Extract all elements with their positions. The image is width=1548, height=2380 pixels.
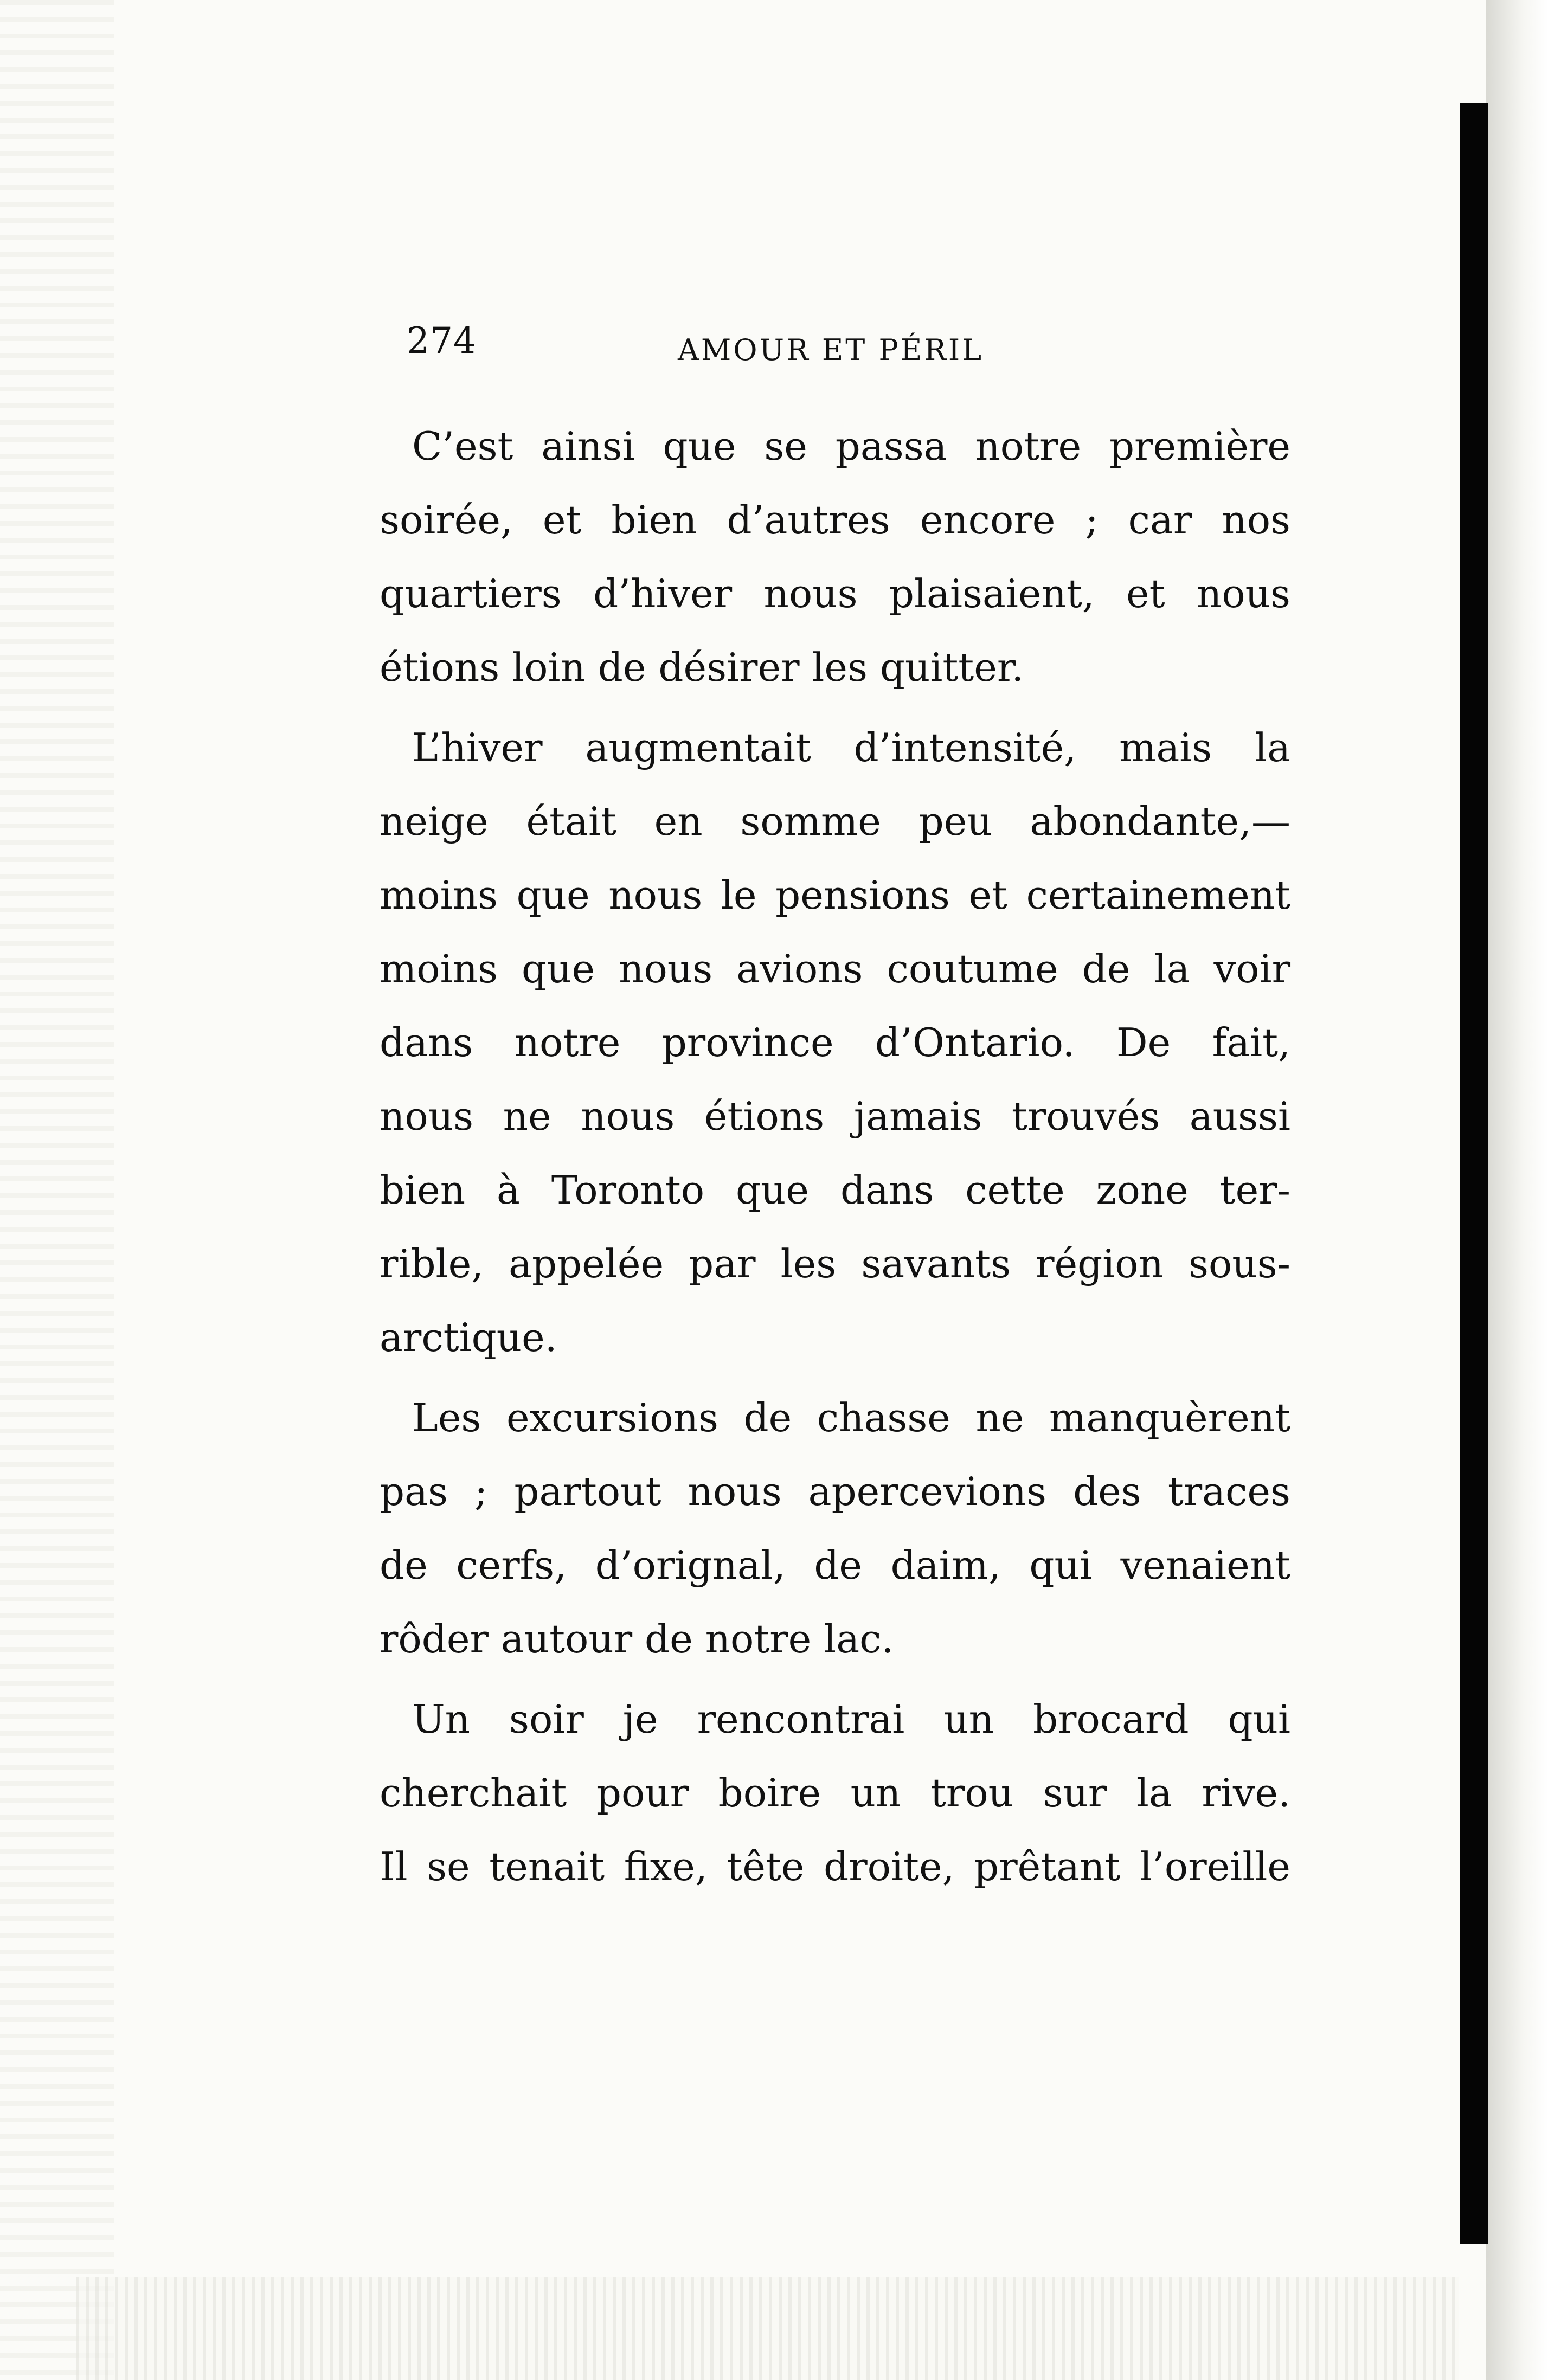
text-line: nous ne nous étions jamais trouvés aussi <box>380 1093 1290 1139</box>
page-edge-texture <box>0 0 114 2380</box>
text-line: Les excursions de chasse ne manquèrent <box>412 1395 1290 1440</box>
text-line: rôder autour de notre lac. <box>380 1616 894 1662</box>
text-line: neige était en somme peu abondante,— <box>380 799 1290 844</box>
gutter-shadow <box>1486 0 1548 2380</box>
text-line: Un soir je rencontrai un brocard qui <box>412 1696 1290 1742</box>
text-line: moins que nous avions coutume de la voir <box>380 946 1290 992</box>
page-header <box>407 320 1252 379</box>
text-line: C’est ainsi que se passa notre première <box>412 423 1290 469</box>
text-line: Il se tenait fixe, tête droite, prêtant l’oreille <box>380 1844 1290 1889</box>
text-line: bien à Toronto que dans cette zone ter- <box>380 1167 1290 1213</box>
paragraph <box>380 711 1290 1374</box>
text-line: soirée, et bien d’autres encore ; car nos <box>380 497 1290 543</box>
text-line: moins que nous le pensions et certainement <box>380 872 1290 918</box>
bottom-edge-texture <box>76 2277 1459 2380</box>
text-line: quartiers d’hiver nous plaisaient, et nous <box>380 571 1290 616</box>
text-line: dans notre province d’Ontario. De fait, <box>380 1020 1290 1065</box>
text-line: de cerfs, d’orignal, de daim, qui venaient <box>380 1542 1290 1588</box>
body-text <box>380 409 1290 1903</box>
text-line: cherchait pour boire un trou sur la rive. <box>380 1770 1290 1816</box>
page-number: 274 <box>407 320 477 362</box>
text-line: étions loin de désirer les quitter. <box>380 645 1024 690</box>
text-line: L’hiver augmentait d’intensité, mais la <box>412 725 1290 770</box>
paragraph <box>380 1381 1290 1676</box>
text-line: pas ; partout nous apercevions des traces <box>380 1469 1290 1514</box>
paragraph <box>380 1682 1290 1903</box>
running-title: AMOUR ET PÉRIL <box>678 333 984 367</box>
paragraph <box>380 409 1290 704</box>
binding-shadow-bar <box>1460 103 1488 2244</box>
text-line: rible, appelée par les savants région sous- <box>380 1241 1290 1287</box>
text-line: arctique. <box>380 1315 557 1360</box>
